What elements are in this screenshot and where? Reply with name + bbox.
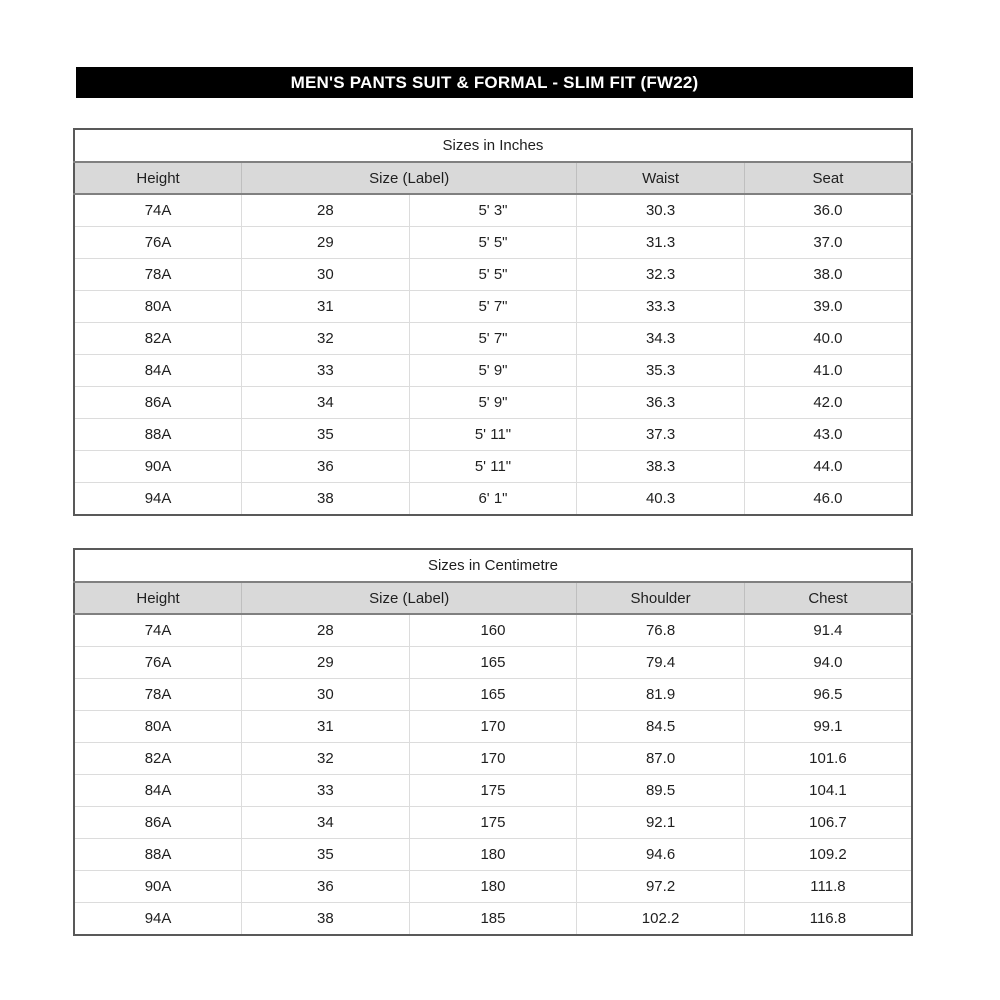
table-cell: 46.0 bbox=[744, 483, 912, 516]
table-row bbox=[74, 743, 912, 775]
table-cell: 37.0 bbox=[744, 227, 912, 259]
table-cell: 74A bbox=[74, 614, 242, 647]
table-row bbox=[74, 323, 912, 355]
table-row bbox=[74, 679, 912, 711]
table-title: Sizes in Inches bbox=[74, 129, 912, 162]
column-header: Shoulder bbox=[577, 582, 745, 614]
table-cell: 33.3 bbox=[577, 291, 745, 323]
column-header: Seat bbox=[744, 162, 912, 194]
table-cell: 5' 9" bbox=[409, 387, 577, 419]
table-title-row bbox=[74, 549, 912, 582]
table-cell: 80A bbox=[74, 291, 242, 323]
table-cell: 38.3 bbox=[577, 451, 745, 483]
table-cell: 43.0 bbox=[744, 419, 912, 451]
table-cell: 31 bbox=[242, 291, 410, 323]
table-row bbox=[74, 259, 912, 291]
table-cell: 97.2 bbox=[577, 871, 745, 903]
table-row bbox=[74, 647, 912, 679]
table-cell: 99.1 bbox=[744, 711, 912, 743]
column-header: Size (Label) bbox=[242, 582, 577, 614]
table-cell: 36 bbox=[242, 871, 410, 903]
table-cell: 32 bbox=[242, 743, 410, 775]
table-cell: 84A bbox=[74, 355, 242, 387]
table-cell: 170 bbox=[409, 743, 577, 775]
table-cell: 28 bbox=[242, 194, 410, 227]
table-row bbox=[74, 451, 912, 483]
table-cell: 35 bbox=[242, 419, 410, 451]
table-cell: 76A bbox=[74, 647, 242, 679]
table-cell: 94A bbox=[74, 903, 242, 936]
table-cell: 81.9 bbox=[577, 679, 745, 711]
table-row bbox=[74, 291, 912, 323]
table-cell: 78A bbox=[74, 679, 242, 711]
table-cell: 74A bbox=[74, 194, 242, 227]
table-cell: 34 bbox=[242, 387, 410, 419]
table-title-row bbox=[74, 129, 912, 162]
page-title: MEN'S PANTS SUIT & FORMAL - SLIM FIT (FW22) bbox=[76, 67, 913, 98]
table-cell: 5' 5" bbox=[409, 259, 577, 291]
table-row bbox=[74, 194, 912, 227]
table-cell: 165 bbox=[409, 679, 577, 711]
table-cell: 32.3 bbox=[577, 259, 745, 291]
table-cell: 116.8 bbox=[744, 903, 912, 936]
table-cell: 40.0 bbox=[744, 323, 912, 355]
table-cell: 34.3 bbox=[577, 323, 745, 355]
table-cell: 5' 3" bbox=[409, 194, 577, 227]
table-cell: 6' 1" bbox=[409, 483, 577, 516]
table-cell: 5' 9" bbox=[409, 355, 577, 387]
table-cell: 38 bbox=[242, 483, 410, 516]
table-cell: 88A bbox=[74, 839, 242, 871]
table-cell: 175 bbox=[409, 775, 577, 807]
column-header: Size (Label) bbox=[242, 162, 577, 194]
table-row bbox=[74, 807, 912, 839]
table-cell: 160 bbox=[409, 614, 577, 647]
table-cell: 94A bbox=[74, 483, 242, 516]
sizes-in-centimetre-table bbox=[73, 548, 913, 936]
table-cell: 90A bbox=[74, 871, 242, 903]
table-cell: 101.6 bbox=[744, 743, 912, 775]
column-header: Height bbox=[74, 582, 242, 614]
table-cell: 106.7 bbox=[744, 807, 912, 839]
table-cell: 80A bbox=[74, 711, 242, 743]
table-cell: 34 bbox=[242, 807, 410, 839]
table-row bbox=[74, 419, 912, 451]
table-row bbox=[74, 227, 912, 259]
table-cell: 36.3 bbox=[577, 387, 745, 419]
table-cell: 28 bbox=[242, 614, 410, 647]
table-cell: 39.0 bbox=[744, 291, 912, 323]
table-cell: 82A bbox=[74, 743, 242, 775]
table-cell: 87.0 bbox=[577, 743, 745, 775]
table-cell: 86A bbox=[74, 387, 242, 419]
table-title: Sizes in Centimetre bbox=[74, 549, 912, 582]
table-cell: 76.8 bbox=[577, 614, 745, 647]
table-row bbox=[74, 839, 912, 871]
table-cell: 40.3 bbox=[577, 483, 745, 516]
table-cell: 30 bbox=[242, 679, 410, 711]
table-cell: 38.0 bbox=[744, 259, 912, 291]
table-cell: 185 bbox=[409, 903, 577, 936]
table-cell: 35 bbox=[242, 839, 410, 871]
sizes-in-inches-table bbox=[73, 128, 913, 516]
table-cell: 44.0 bbox=[744, 451, 912, 483]
table-cell: 165 bbox=[409, 647, 577, 679]
table-cell: 92.1 bbox=[577, 807, 745, 839]
column-header: Height bbox=[74, 162, 242, 194]
table-row bbox=[74, 355, 912, 387]
table-body bbox=[74, 194, 912, 515]
table-cell: 5' 5" bbox=[409, 227, 577, 259]
table-cell: 170 bbox=[409, 711, 577, 743]
table-cell: 94.6 bbox=[577, 839, 745, 871]
table-cell: 38 bbox=[242, 903, 410, 936]
column-header: Waist bbox=[577, 162, 745, 194]
table-cell: 79.4 bbox=[577, 647, 745, 679]
column-header: Chest bbox=[744, 582, 912, 614]
table-cell: 84A bbox=[74, 775, 242, 807]
table-cell: 41.0 bbox=[744, 355, 912, 387]
table-cell: 42.0 bbox=[744, 387, 912, 419]
table-cell: 30.3 bbox=[577, 194, 745, 227]
table-cell: 36 bbox=[242, 451, 410, 483]
table-cell: 109.2 bbox=[744, 839, 912, 871]
table-cell: 104.1 bbox=[744, 775, 912, 807]
table-cell: 94.0 bbox=[744, 647, 912, 679]
table-cell: 5' 11" bbox=[409, 419, 577, 451]
table-cell: 102.2 bbox=[577, 903, 745, 936]
table-cell: 33 bbox=[242, 355, 410, 387]
table-cell: 180 bbox=[409, 871, 577, 903]
table-cell: 32 bbox=[242, 323, 410, 355]
table-cell: 37.3 bbox=[577, 419, 745, 451]
table-cell: 31 bbox=[242, 711, 410, 743]
table-row bbox=[74, 483, 912, 516]
table-cell: 82A bbox=[74, 323, 242, 355]
table-cell: 111.8 bbox=[744, 871, 912, 903]
table-body bbox=[74, 614, 912, 935]
table-cell: 5' 7" bbox=[409, 291, 577, 323]
table-row bbox=[74, 711, 912, 743]
table-cell: 86A bbox=[74, 807, 242, 839]
table-row bbox=[74, 871, 912, 903]
table-cell: 31.3 bbox=[577, 227, 745, 259]
table-row bbox=[74, 387, 912, 419]
table-row bbox=[74, 775, 912, 807]
table-row bbox=[74, 614, 912, 647]
table-cell: 91.4 bbox=[744, 614, 912, 647]
header-row bbox=[74, 582, 912, 614]
table-cell: 84.5 bbox=[577, 711, 745, 743]
table-cell: 96.5 bbox=[744, 679, 912, 711]
table-cell: 76A bbox=[74, 227, 242, 259]
table-cell: 175 bbox=[409, 807, 577, 839]
table-cell: 30 bbox=[242, 259, 410, 291]
table-cell: 33 bbox=[242, 775, 410, 807]
table-cell: 36.0 bbox=[744, 194, 912, 227]
table-cell: 90A bbox=[74, 451, 242, 483]
table-row bbox=[74, 903, 912, 936]
table-cell: 5' 7" bbox=[409, 323, 577, 355]
table-cell: 29 bbox=[242, 647, 410, 679]
table-cell: 29 bbox=[242, 227, 410, 259]
table-cell: 88A bbox=[74, 419, 242, 451]
table-cell: 5' 11" bbox=[409, 451, 577, 483]
table-cell: 78A bbox=[74, 259, 242, 291]
table-cell: 180 bbox=[409, 839, 577, 871]
header-row bbox=[74, 162, 912, 194]
table-cell: 35.3 bbox=[577, 355, 745, 387]
table-cell: 89.5 bbox=[577, 775, 745, 807]
